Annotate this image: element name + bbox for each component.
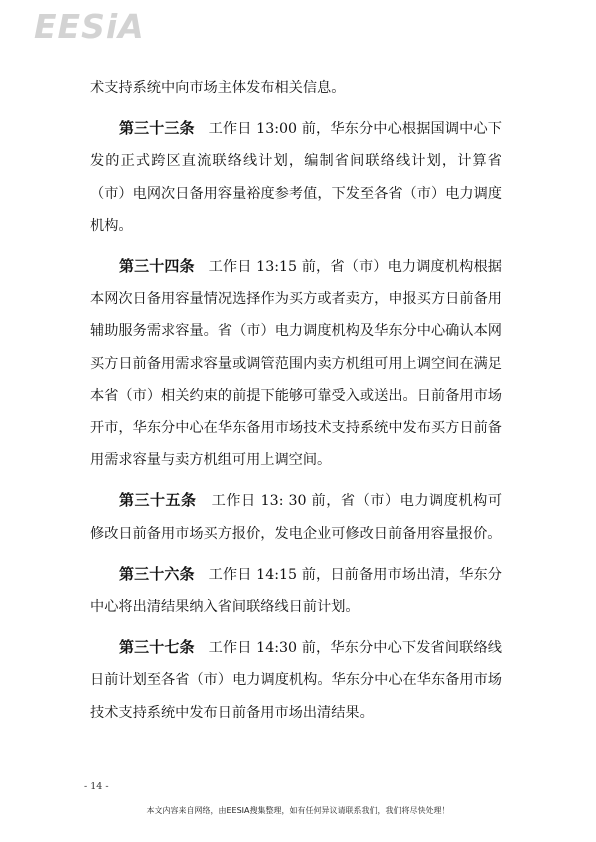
article-36-label: 第三十六条: [119, 564, 195, 583]
article-35-text: 工作日 13: 30 前，省（市）电力调度机构可修改日前备用市场买方报价，发电企业可修改日前备用容量报价。: [90, 493, 503, 542]
article-34-label: 第三十四条: [119, 257, 195, 276]
article-33-text: 工作日 13:00 前，华东分中心根据国调中心下发的正式跨区直流联络线计划，编制省间联络线计划，计算省（市）电网次日备用容量裕度参考值，下发至各省（市）电力调度机构。: [90, 121, 502, 234]
article-33: [90, 112, 502, 242]
article-35-label: 第三十五条: [119, 491, 197, 510]
article-35: [90, 484, 502, 549]
article-34: [90, 250, 502, 476]
article-37-label: 第三十七条: [119, 638, 195, 657]
article-37: [90, 631, 502, 729]
article-36-text: 工作日 14:15 前，日前备用市场出清，华东分中心将出清结果纳入省间联络线日前计划。: [90, 566, 502, 616]
intro-paragraph: 术支持系统中向市场主体发布相关信息。: [90, 80, 346, 96]
footer-disclaimer: 本文内容来自网络，由EESIA搜集整理，如有任何异议请联系我们，我们将尽快处理！: [146, 806, 450, 815]
article-34-text: 工作日 13:15 前，省（市）电力调度机构根据本网次日备用容量情况选择作为买方或者卖方，申报买方日前备用辅助服务需求容量。省（市）电力调度机构及华东分中心确认本网买方日前备用需求容量或调管范围内卖方机组可用上调空间在满足本省（市）相关约束的前提下能够可靠受入或送出。日前备用市场开市，华东分中心在华东备用市场技术支持系统中发布买方日前备用需求容量与卖方机组可用上调空间。: [90, 259, 502, 469]
article-33-label: 第三十三条: [119, 119, 195, 138]
document-body: [90, 72, 502, 729]
article-36: [90, 558, 502, 623]
page-number: - 14 -: [84, 781, 109, 792]
eesia-logo: EESiA: [34, 7, 145, 46]
article-37-text: 工作日 14:30 前，华东分中心下发省间联络线日前计划至各省（市）电力调度机构。华东分中心在华东备用市场技术支持系统中发布日前备用市场出清结果。: [90, 640, 502, 721]
